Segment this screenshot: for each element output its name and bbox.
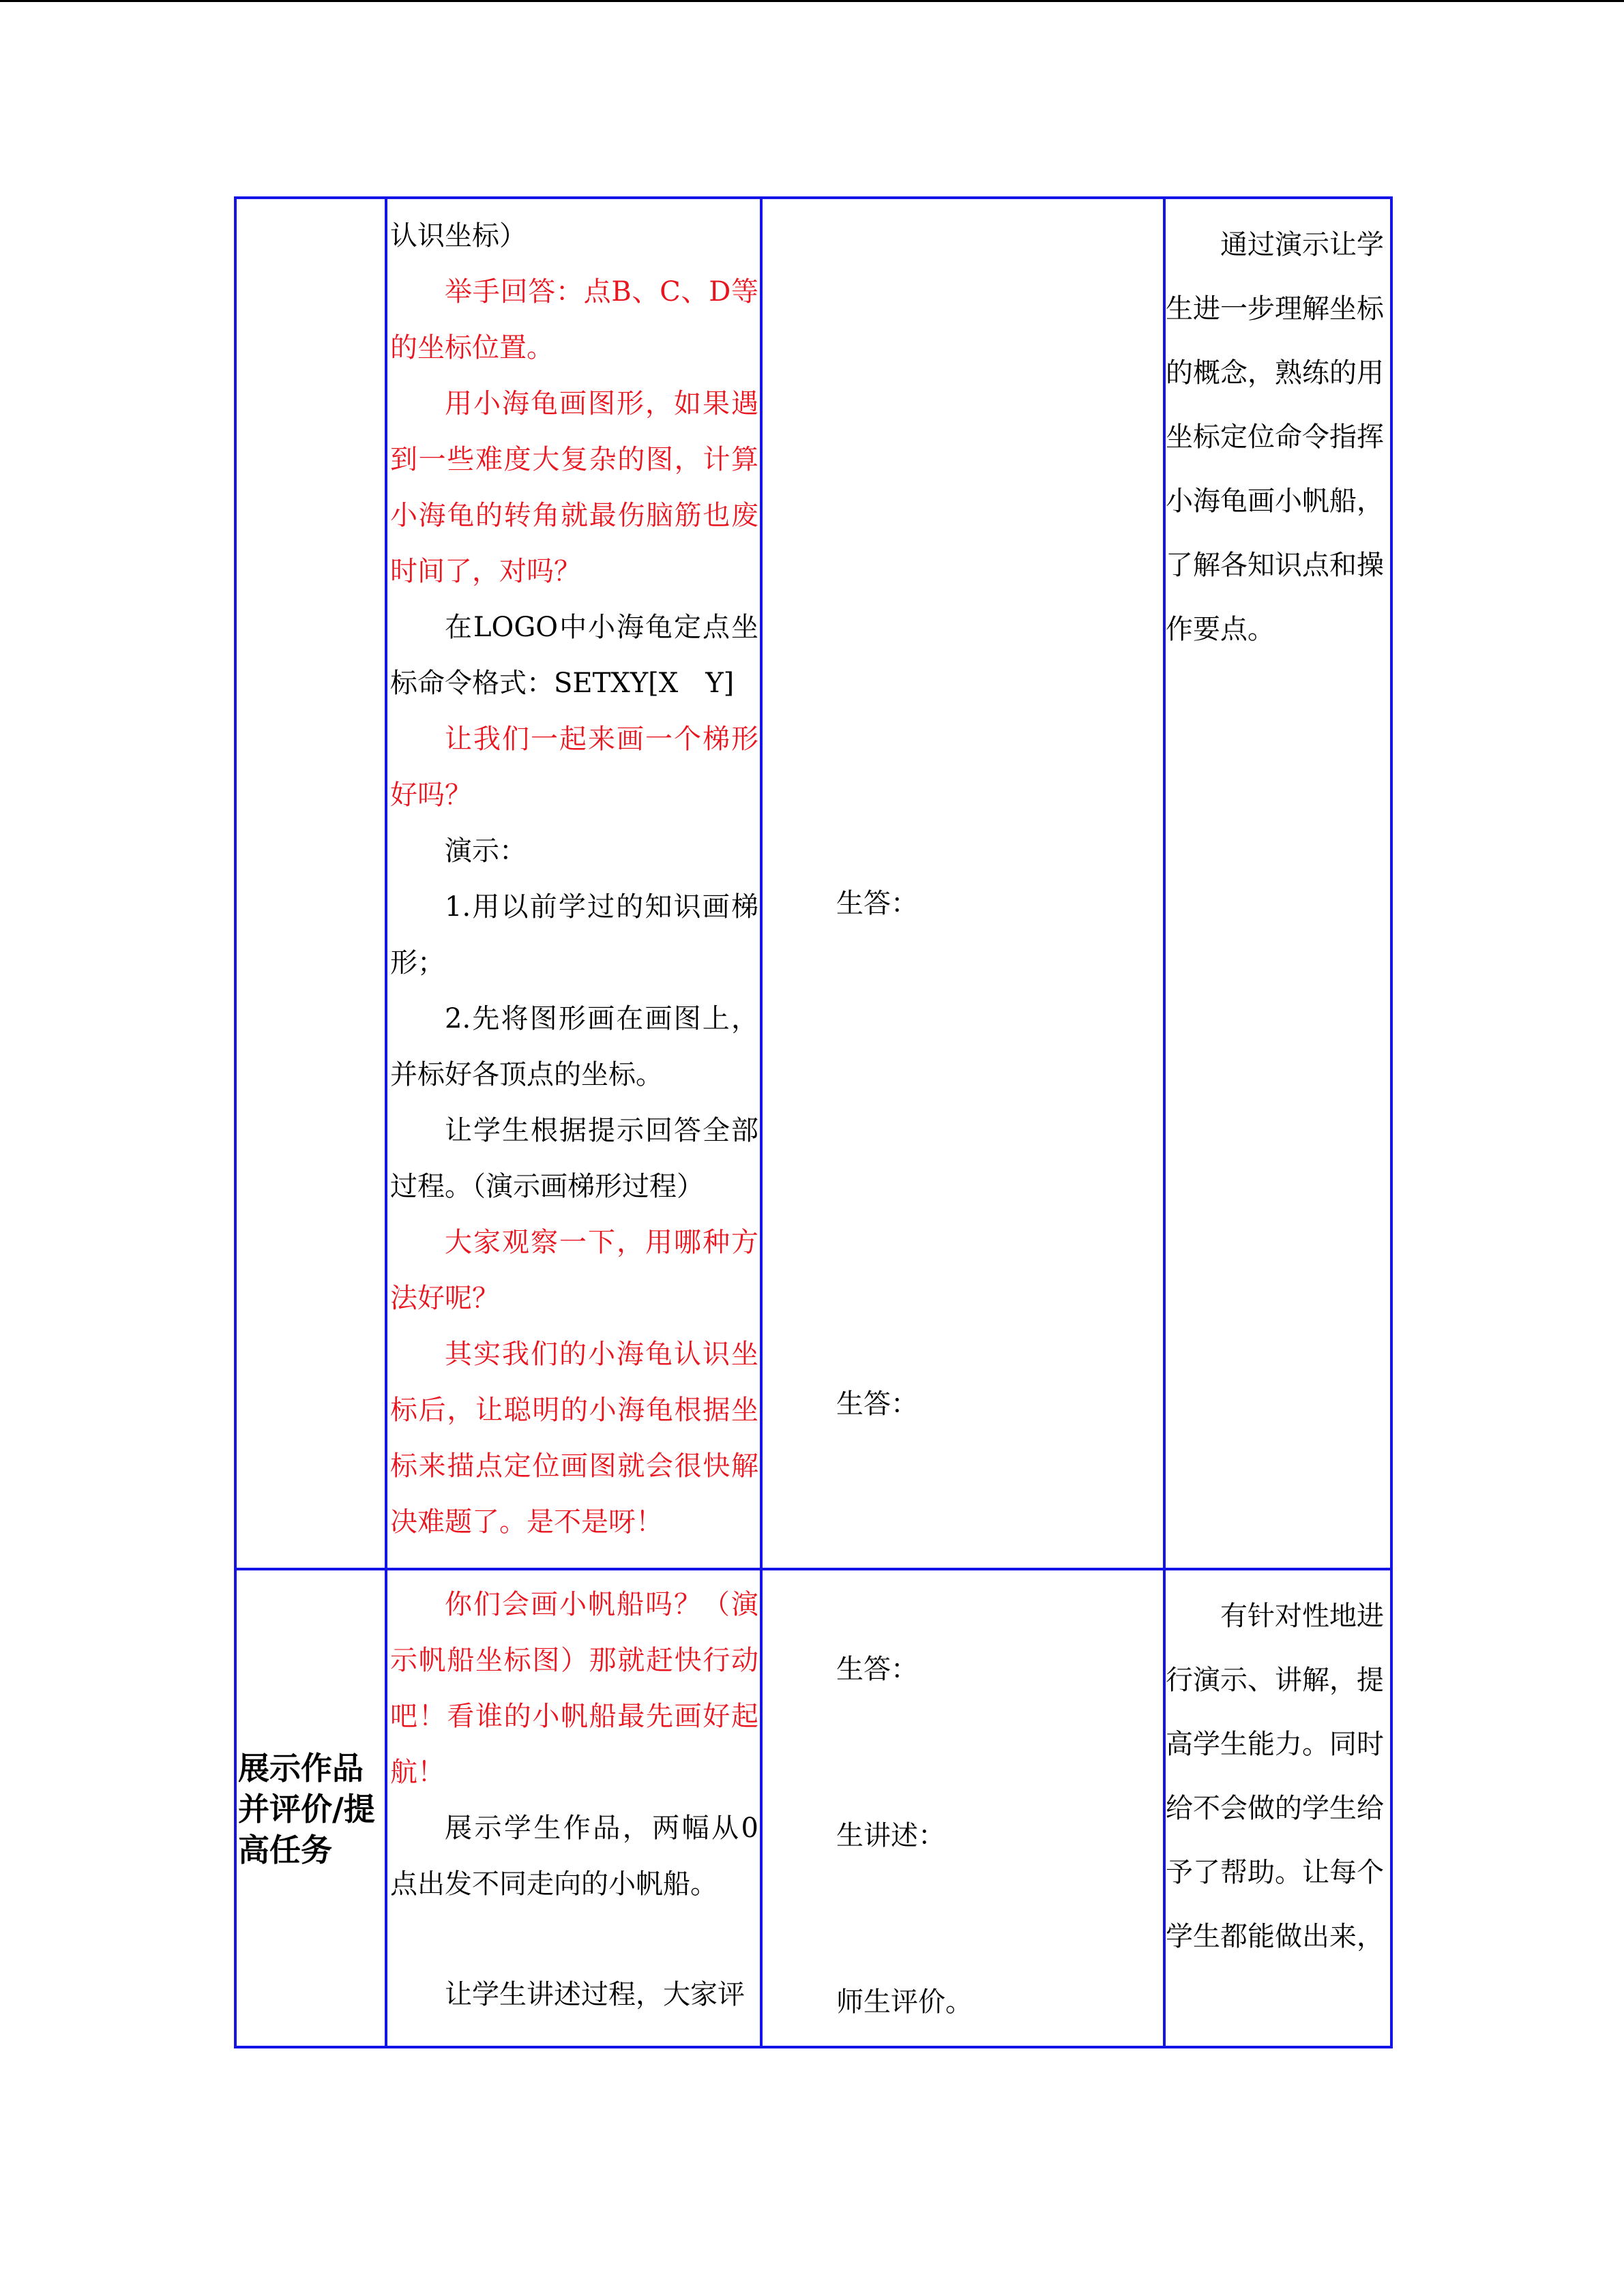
teacher-line: 演示： xyxy=(445,835,527,867)
lesson-plan-table xyxy=(234,196,1393,2048)
table-row xyxy=(235,1569,1391,2047)
page-top-edge xyxy=(0,0,1624,2)
teacher-line: 你们会画小帆船吗？（演示帆船坐标图）那就赶快行动吧！看谁的小帆船最先画好起航！ xyxy=(390,1589,758,1788)
teacher-line: 用小海龟画图形，如果遇到一些难度大复杂的图，计算小海龟的转角就最伤脑筋也废时间了，对吗？ xyxy=(390,388,758,587)
teacher-line: 其实我们的小海龟认识坐标后，让聪明的小海龟根据坐标来描点定位画图就会很快解决难题了。是不是呀！ xyxy=(390,1339,758,1538)
teacher-line: 让学生讲述过程，大家评 xyxy=(445,1979,745,2010)
teacher-line: 2.先将图形画在画图上，并标好各顶点的坐标。 xyxy=(390,1003,758,1090)
student-activity-cell xyxy=(761,198,1164,1569)
student-answer: 生答： xyxy=(836,888,918,919)
design-purpose-text: 有针对性地进行演示、讲解，提高学生能力。同时给不会做的学生给予了帮助。让每个学生都能做出来， xyxy=(1166,1600,1384,1952)
teacher-line: 在LOGO中小海龟定点坐标命令格式：SETXY[X Y] xyxy=(390,612,758,699)
teacher-activity-cell xyxy=(386,198,761,1569)
teacher-line: 认识坐标） xyxy=(390,220,527,252)
stage-cell xyxy=(235,198,386,1569)
stage-cell xyxy=(235,1569,386,2047)
teacher-activity-cell xyxy=(386,1569,761,2047)
teacher-line: 举手回答：点B、C、D等的坐标位置。 xyxy=(390,276,758,363)
student-answer: 生答： xyxy=(836,1654,918,1685)
student-answer: 生答： xyxy=(836,1388,918,1420)
purpose-cell xyxy=(1164,1569,1391,2047)
student-activity-cell xyxy=(761,1569,1164,2047)
teacher-line: 展示学生作品，两幅从0点出发不同走向的小帆船。 xyxy=(390,1813,758,1900)
teacher-line: 让学生根据提示回答全部过程。（演示画梯形过程） xyxy=(390,1115,758,1202)
teacher-line: 大家观察一下，用哪种方法好呢？ xyxy=(390,1227,758,1314)
stage-label: 展示作品并评价/提高任务 xyxy=(238,1750,375,1868)
table-row xyxy=(235,198,1391,1569)
teacher-line: 1.用以前学过的知识画梯形； xyxy=(390,891,758,979)
teacher-line: 让我们一起来画一个梯形好吗？ xyxy=(390,724,758,811)
purpose-cell xyxy=(1164,198,1391,1569)
student-answer: 生讲述： xyxy=(836,1820,945,1851)
student-answer: 师生评价。 xyxy=(836,1986,973,2018)
design-purpose-text: 通过演示让学生进一步理解坐标的概念，熟练的用坐标定位命令指挥小海龟画小帆船，了解各知识点和操作要点。 xyxy=(1166,229,1384,645)
